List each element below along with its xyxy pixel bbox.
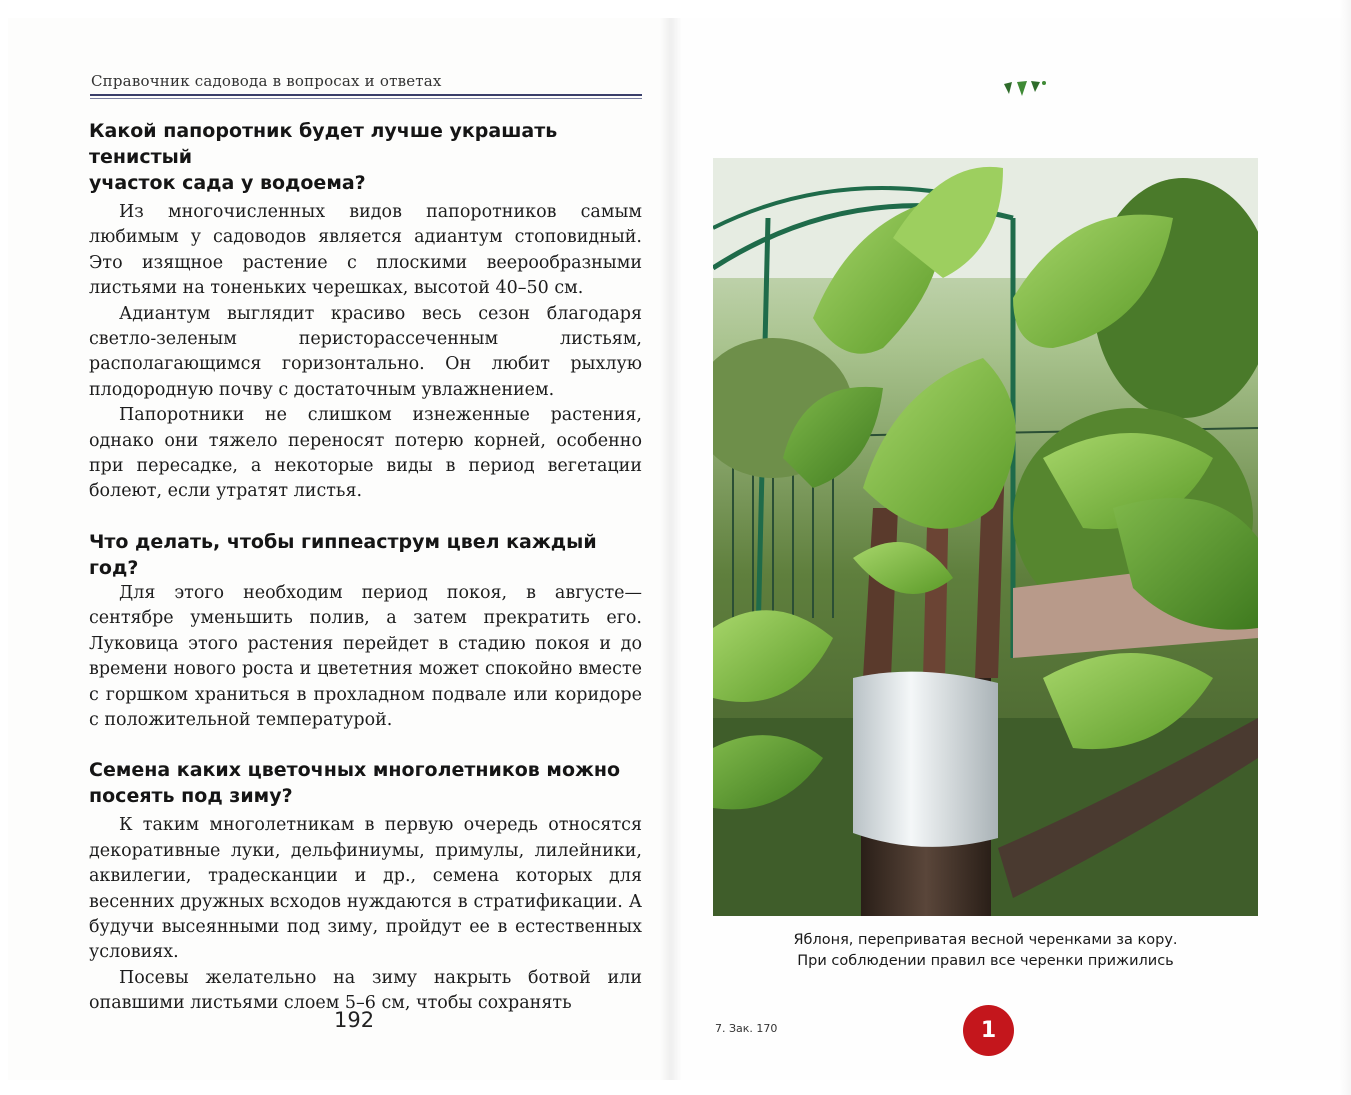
book-gutter <box>660 18 682 1080</box>
apple-tree-graft-photo <box>713 158 1258 916</box>
question-heading <box>89 118 642 196</box>
paragraph: Для этого необходим период покоя, в августе—сентябре уменьшить полив, а затем прекратить его. Луковица этого растения перейдет в стадию покоя и до времени нового роста и цвететния может спокойно вместе с горшком храниться в прохладном подвале или коридоре с положительной температурой. <box>89 582 642 730</box>
paragraph: Папоротники не слишком изнеженные растения, однако они тяжело переносят потерю корней, особенно при пересадке, а некоторые виды в период вегетации болеют, если утратят листья. <box>89 405 642 502</box>
question-heading <box>89 757 642 809</box>
page-number: 192 <box>334 1008 375 1032</box>
caption-line: Яблоня, переприватая весной черенками за кору. <box>793 932 1178 948</box>
plate-number-badge: 1 <box>963 1005 1014 1056</box>
running-head: Справочник садовода в вопросах и ответах <box>91 72 442 90</box>
printer-signature: 7. Зак. 170 <box>715 1022 778 1035</box>
question-heading <box>89 529 642 581</box>
leaf-ornament-icon <box>1000 76 1050 98</box>
question-line: посеять под зиму? <box>89 785 293 808</box>
page-edge <box>1339 0 1351 1095</box>
paragraph: Посевы желательно на зиму накрыть ботвой или опавшими листьями слоем 5–6 см, чтобы сохранять <box>89 967 642 1014</box>
text-column <box>89 118 642 1017</box>
paragraph: Из многочисленных видов папоротников самым любимым у садоводов является адиантум стоповидный. Это изящное растение с плоскими веерообразными листьями на тоненьких черешках, высотой 40–50 см. <box>89 202 642 299</box>
header-rule <box>90 94 642 96</box>
paragraph: Адиантум выглядит красиво весь сезон благодаря светло-зеленым перисторассеченным листьям, располагающимся горизонтально. Он любит рыхлую плодородную почву с достаточным увлажнением. <box>89 303 642 400</box>
question-line: участок сада у водоема? <box>89 172 366 194</box>
question-line: Семена каких цветочных многолетников можно <box>89 759 621 782</box>
question-line: Какой папоротник будет лучше украшать тенистый <box>89 120 558 168</box>
photo-caption <box>713 930 1258 972</box>
paragraph: К таким многолетникам в первую очередь относятся декоративные луки, дельфиниумы, примулы, лилейники, аквилегии, традесканции и др., семена которых для весенних дружных всходов нуждаются в стратификации. А будучи высеянными под зиму, пройдут ее в естественных условиях. <box>89 815 642 963</box>
caption-line: При соблюдении правил все черенки прижились <box>797 953 1174 969</box>
header-rule-thin <box>90 98 642 99</box>
question-line: Что делать, чтобы гиппеаструм цвел каждый год? <box>89 530 597 579</box>
